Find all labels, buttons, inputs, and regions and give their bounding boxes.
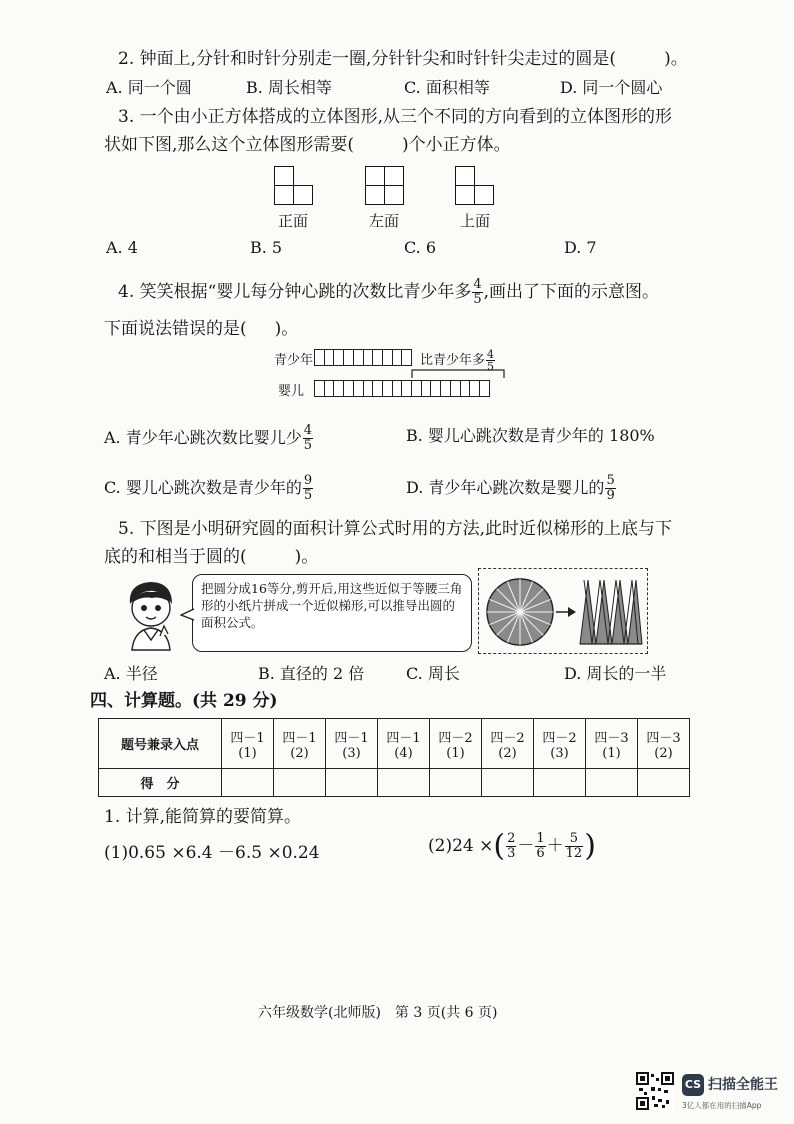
score-cell[interactable] (378, 769, 430, 797)
q4-option-c: C. 婴儿心跳次数是青少年的 $\frac{9}{5}$ (104, 473, 313, 503)
q4-option-d: D. 青少年心跳次数是婴儿的 $\frac{5}{9}$ (406, 473, 615, 503)
bar-note: 比青少年多 $\frac{4}{5}$ (420, 348, 495, 373)
speech-pointer (180, 608, 196, 622)
q4-option-b: B. 婴儿心跳次数是青少年的 180% (406, 426, 655, 445)
score-cell[interactable] (326, 769, 378, 797)
table-col-header: 四－3 (1) (586, 719, 638, 769)
table-header-label: 题号兼录入点 (99, 719, 222, 769)
q4-option-a: A. 青少年心跳次数比婴儿少 $\frac{4}{5}$ (104, 423, 313, 453)
table-score-label: 得 分 (99, 769, 222, 797)
q5-option-a: A. 半径 (104, 664, 158, 683)
calc-heading: 1. 计算,能简算的要简算。 (104, 807, 302, 827)
q5-option-d: D. 周长的一半 (564, 664, 667, 683)
circle-to-trapezoid-figure (484, 574, 644, 650)
table-col-header: 四－2 (2) (482, 719, 534, 769)
q2-stem: 2. 钟面上,分针和时针分别走一圈,分针针尖和时针针尖走过的圆是( )。 (118, 49, 688, 69)
baby-bar-label: 婴儿 (278, 384, 305, 399)
score-cell[interactable] (534, 769, 586, 797)
score-cell[interactable] (638, 769, 690, 797)
q5-stem-line1: 5. 下图是小明研究圆的面积计算公式时用的方法,此时近似梯形的上底与下 (118, 519, 673, 539)
score-cell[interactable] (222, 769, 274, 797)
table-col-header: 四－3 (2) (638, 719, 690, 769)
table-col-header: 四－2 (1) (430, 719, 482, 769)
scanner-tagline: 3亿人都在用的扫描App (682, 1101, 762, 1110)
baby-bar (314, 380, 489, 397)
q2-option-b: B. 周长相等 (246, 78, 332, 97)
scanner-name: 扫描全能王 (708, 1077, 778, 1093)
scanner-logo: CS (682, 1074, 704, 1096)
teen-bar (314, 349, 411, 366)
q4-fraction: $\frac{4}{5}$ (473, 277, 482, 307)
table-col-header: 四－1 (3) (326, 719, 378, 769)
page-footer: 六年级数学(北师版) 第 3 页(共 6 页) (258, 1005, 498, 1021)
table-col-header: 四－2 (3) (534, 719, 586, 769)
q2-option-d: D. 同一个圆心 (560, 78, 663, 97)
score-cell[interactable] (586, 769, 638, 797)
q5-option-c: C. 周长 (406, 664, 460, 683)
teen-bar-label: 青少年 (274, 353, 314, 368)
table-col-header: 四－1 (2) (274, 719, 326, 769)
q4-stem-line2: 下面说法错误的是( )。 (104, 319, 299, 339)
q3-option-a: A. 4 (106, 238, 138, 257)
q5-option-b: B. 直径的 2 倍 (258, 664, 365, 683)
calc-problem-2: (2)24 ×( $\frac{2}{3}$ － $\frac{1}{6}$ ＋ $\frac{5}{12}$ ) (428, 828, 596, 864)
calc-problem-1: (1)0.65 ×6.4 －6.5 ×0.24 (104, 843, 320, 863)
q3-stem-line1: 3. 一个由小正方体搭成的立体图形,从三个不同的方向看到的立体图形的形 (118, 107, 673, 127)
bar-brace (410, 366, 508, 380)
score-table (98, 718, 690, 797)
q3-stem-line2: 状如下图,那么这个立体图形需要( )个小正方体。 (104, 135, 511, 155)
score-cell[interactable] (430, 769, 482, 797)
q5-stem-line2: 底的和相当于圆的( )。 (104, 547, 319, 567)
q3-option-d: D. 7 (564, 238, 597, 257)
score-cell[interactable] (274, 769, 326, 797)
qr-code (636, 1072, 674, 1110)
table-col-header: 四－1 (1) (222, 719, 274, 769)
score-cell[interactable] (482, 769, 534, 797)
left-view-label: 左面 (369, 212, 400, 230)
q3-option-b: B. 5 (250, 238, 283, 257)
q2-option-c: C. 面积相等 (404, 78, 490, 97)
speech-bubble: 把圆分成16等分,剪开后,用这些近似于等腰三角形的小纸片拼成一个近似梯形,可以推导出圆的面积公式。 (192, 574, 472, 652)
section4-title: 四、计算题。(共 29 分) (90, 691, 278, 711)
front-view-label: 正面 (278, 212, 309, 230)
boy-illustration (120, 578, 182, 652)
q4-stem-line1: 4. 笑笑根据“婴儿每分钟心跳的次数比青少年多 $\frac{4}{5}$ ,画出了下面的示意图。 (118, 277, 660, 307)
top-view-label: 上面 (460, 212, 491, 230)
q2-option-a: A. 同一个圆 (106, 78, 192, 97)
q3-option-c: C. 6 (404, 238, 437, 257)
table-col-header: 四－1 (4) (378, 719, 430, 769)
